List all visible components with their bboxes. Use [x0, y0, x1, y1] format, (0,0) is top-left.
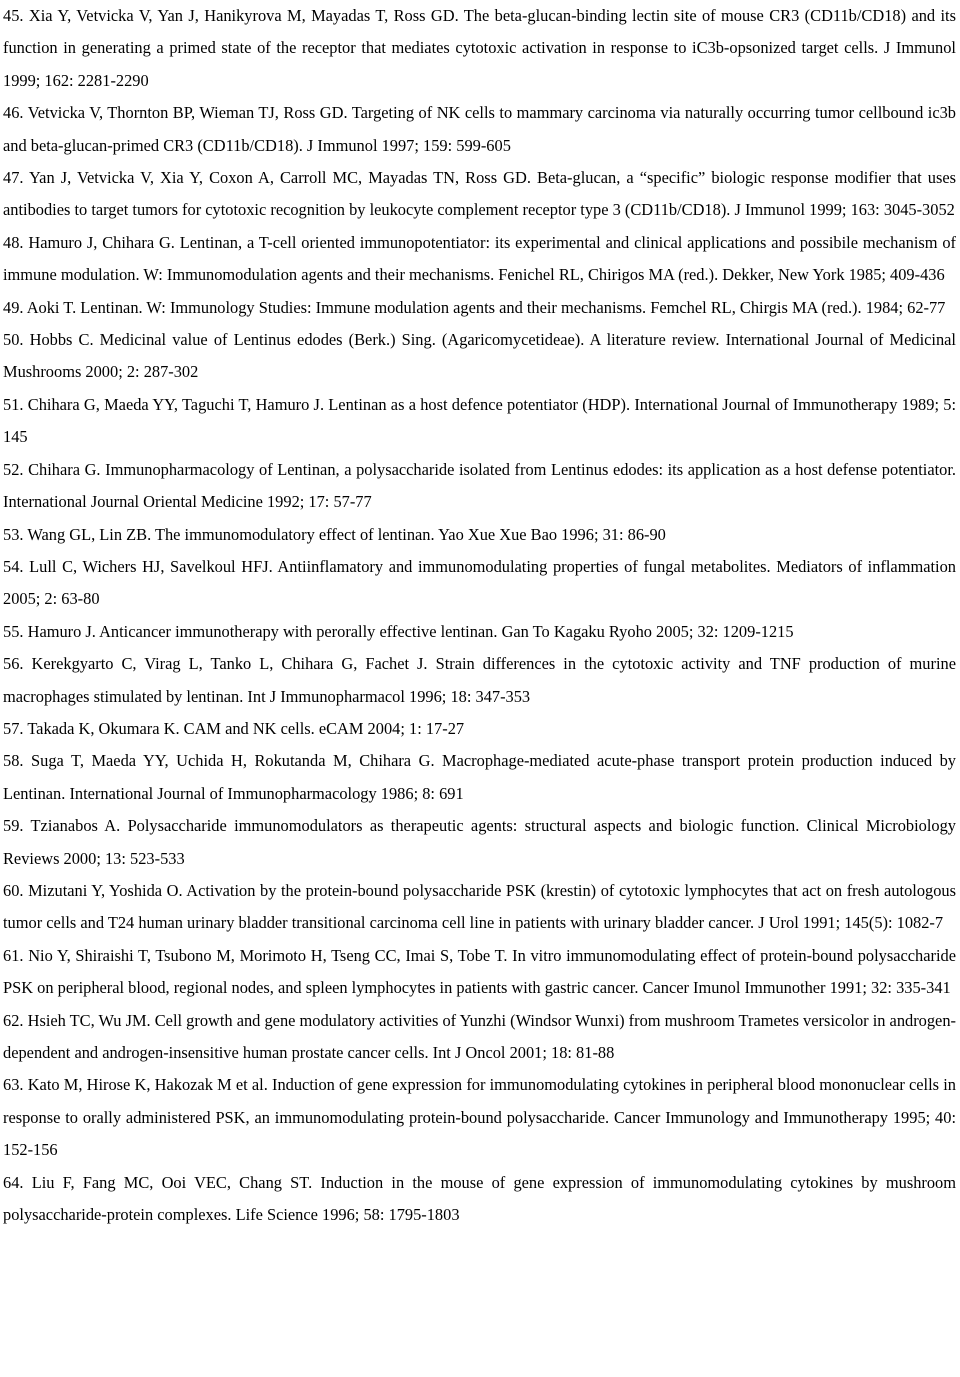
reference-entry: [3, 551, 956, 616]
reference-entry: [3, 648, 956, 713]
reference-entry: [3, 940, 956, 1005]
reference-number: 53.: [3, 524, 24, 544]
reference-number: 61.: [3, 945, 24, 965]
reference-text: Vetvicka V, Thornton BP, Wieman TJ, Ross GD. Targeting of NK cells to mammary carcinoma via naturally occurring tumor cellbound ic3b and beta-glucan-primed CR3 (CD11b/CD18). J Immunol 1997; 159: 599-605: [3, 103, 956, 155]
reference-entry: [3, 1069, 956, 1166]
reference-number: 64.: [3, 1172, 24, 1192]
reference-text: Aoki T. Lentinan. W: Immunology Studies: Immune modulation agents and their mechanisms. Femchel RL, Chirgis MA (red.). 1984; 62-77: [26, 297, 946, 317]
reference-entry: [3, 745, 956, 810]
reference-number: 49.: [3, 297, 24, 317]
reference-number: 59.: [3, 816, 24, 836]
reference-entry: [3, 292, 956, 324]
reference-text: Hamuro J. Anticancer immunotherapy with perorally effective lentinan. Gan To Kagaku Ryoho 2005; 32: 1209-1215: [27, 621, 794, 641]
reference-entry: [3, 227, 956, 292]
reference-text: Kerekgyarto C, Virag L, Tanko L, Chihara G, Fachet J. Strain differences in the cytotoxic activity and TNF production of murine macrophages stimulated by lentinan. Int J Immunopharmacol 1996; 18: 347-353: [3, 654, 956, 706]
reference-entry: [3, 0, 956, 97]
reference-text: Suga T, Maeda YY, Uchida H, Rokutanda M, Chihara G. Macrophage-mediated acute-phase transport protein production induced by Lentinan. International Journal of Immunopharmacology 1986; 8: 691: [3, 751, 956, 803]
reference-number: 47.: [3, 168, 24, 188]
reference-text: Takada K, Okumara K. CAM and NK cells. eCAM 2004; 1: 17-27: [27, 718, 465, 738]
reference-text: Wang GL, Lin ZB. The immunomodulatory effect of lentinan. Yao Xue Xue Bao 1996; 31: 86-90: [27, 524, 666, 544]
reference-entry: [3, 389, 956, 454]
reference-entry: [3, 875, 956, 940]
reference-text: Hsieh TC, Wu JM. Cell growth and gene modulatory activities of Yunzhi (Windsor Wunxi) from mushroom Trametes versicolor in androgen-dependent and androgen-insensitive human prostate cancer cells. Int J Oncol 2001; 18: 81-88: [3, 1010, 956, 1062]
reference-entry: [3, 713, 956, 745]
reference-number: 62.: [3, 1010, 24, 1030]
reference-number: 54.: [3, 556, 24, 576]
reference-entry: [3, 519, 956, 551]
reference-entry: [3, 1167, 956, 1232]
reference-number: 56.: [3, 654, 24, 674]
reference-entry: [3, 616, 956, 648]
reference-text: Liu F, Fang MC, Ooi VEC, Chang ST. Induction in the mouse of gene expression of immunomodulating cytokines by mushroom polysaccharide-protein complexes. Life Science 1996; 58: 1795-1803: [3, 1172, 956, 1225]
reference-text: Kato M, Hirose K, Hakozak M et al. Induction of gene expression for immunomodulating cytokines in peripheral blood mononuclear cells in response to orally administered PSK, an immunomodulating protein-bound polysaccharide. Cancer Immunology and Immunotherapy 1995; 40: 152-156: [3, 1075, 956, 1160]
reference-number: 48.: [3, 232, 24, 252]
reference-number: 58.: [3, 751, 24, 771]
reference-entry: [3, 810, 956, 875]
reference-number: 50.: [3, 330, 24, 350]
reference-number: 46.: [3, 103, 24, 123]
reference-number: 55.: [3, 621, 24, 641]
reference-number: 51.: [3, 394, 24, 414]
reference-text: Xia Y, Vetvicka V, Yan J, Hanikyrova M, Mayadas T, Ross GD. The beta-glucan-binding lectin site of mouse CR3 (CD11b/CD18) and its function in generating a primed state of the receptor that mediates cytotoxic activation in response to iC3b-opsonized target cells. J Immunol 1999; 162: 2281-2290: [3, 6, 956, 90]
reference-entry: [3, 1005, 956, 1070]
reference-text: Yan J, Vetvicka V, Xia Y, Coxon A, Carroll MC, Mayadas TN, Ross GD. Beta-glucan, a “specific” biologic response modifier that uses antibodies to target tumors for cytotoxic recognition by leukocyte complement receptor type 3 (CD11b/CD18). J Immunol 1999; 163: 3045-3052: [3, 168, 956, 220]
reference-entry: [3, 97, 956, 162]
reference-text: Hamuro J, Chihara G. Lentinan, a T-cell oriented immunopotentiator: its experimental and clinical applications and possibile mechanism of immune modulation. W: Immunomodulation agents and their mechanisms. Fenichel RL, Chirigos MA (red.). Dekker, New York 1985; 409-436: [3, 232, 956, 285]
reference-number: 63.: [3, 1075, 24, 1095]
reference-number: 60.: [3, 880, 24, 900]
reference-text: Nio Y, Shiraishi T, Tsubono M, Morimoto H, Tseng CC, Imai S, Tobe T. In vitro immunomodulating effect of protein-bound polysaccharide PSK on peripheral blood, regional nodes, and spleen lymphocytes in patients with gastric cancer. Cancer Imunol Immunother 1991; 32: 335-341: [3, 945, 956, 998]
reference-text: Chihara G, Maeda YY, Taguchi T, Hamuro J. Lentinan as a host defence potentiator (HDP). International Journal of Immunotherapy 1989; 5: 145: [3, 394, 956, 447]
reference-number: 57.: [3, 718, 24, 738]
reference-text: Mizutani Y, Yoshida O. Activation by the protein-bound polysaccharide PSK (krestin) of cytotoxic lymphocytes that act on fresh autologous tumor cells and T24 human urinary bladder transitional carcinoma cell line in patients with urinary bladder cancer. J Urol 1991; 145(5): 1082-7: [3, 880, 956, 933]
reference-entry: [3, 324, 956, 389]
reference-entry: [3, 454, 956, 519]
reference-entry: [3, 162, 956, 227]
reference-number: 45.: [3, 6, 24, 25]
reference-text: Hobbs C. Medicinal value of Lentinus edodes (Berk.) Sing. (Agaricomycetideae). A literature review. International Journal of Medicinal Mushrooms 2000; 2: 287-302: [3, 330, 956, 382]
reference-text: Chihara G. Immunopharmacology of Lentinan, a polysaccharide isolated from Lentinus edodes: its application as a host defense potentiator. International Journal Oriental Medicine 1992; 17: 57-77: [3, 459, 957, 512]
reference-text: Tzianabos A. Polysaccharide immunomodulators as therapeutic agents: structural aspects and biologic function. Clinical Microbiology Reviews 2000; 13: 523-533: [3, 816, 956, 868]
reference-text: Lull C, Wichers HJ, Savelkoul HFJ. Antiinflamatory and immunomodulating properties of fungal metabolites. Mediators of inflammation 2005; 2: 63-80: [3, 556, 956, 609]
reference-number: 52.: [3, 459, 24, 479]
